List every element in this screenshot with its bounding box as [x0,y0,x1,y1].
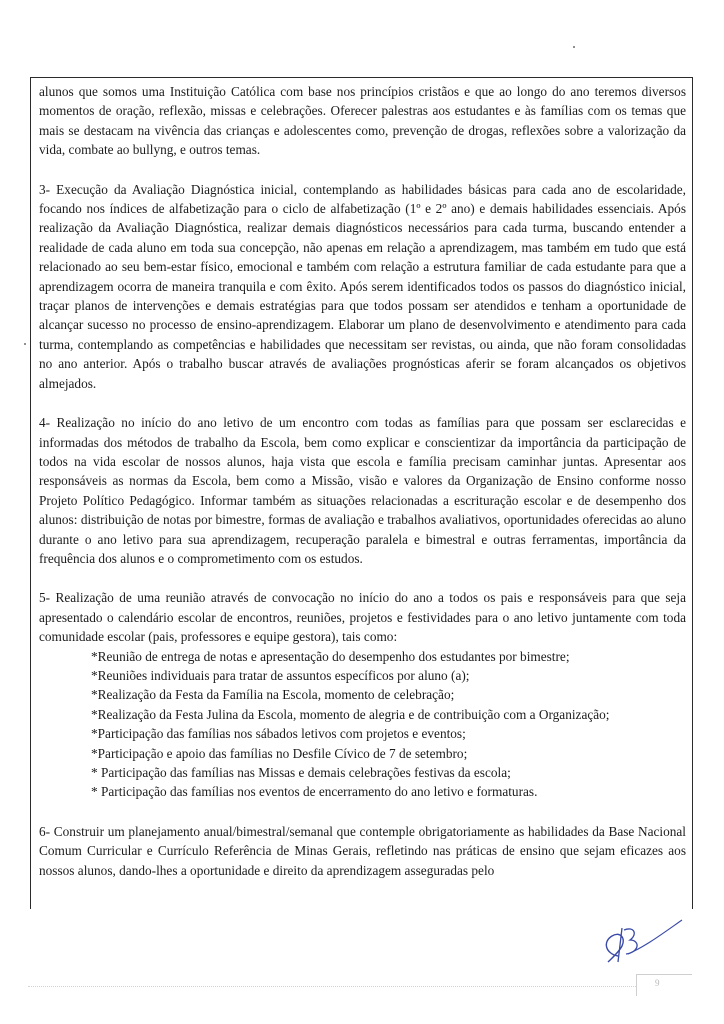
scan-speck [573,46,575,48]
list-item: *Realização da Festa Julina da Escola, momento de alegria e de contribuição com a Organização; [91,706,610,722]
page-number-box [636,974,692,996]
events-list [39,647,686,802]
scan-speck [24,343,26,345]
list-item: *Participação das famílias nos sábados letivos com projetos e eventos; [91,726,466,742]
list-item: *Participação e apoio das famílias no Desfile Cívico de 7 de setembro; [91,745,468,761]
list-item: *Reuniões individuais para tratar de assuntos específicos por aluno (a); [91,667,470,683]
paragraph-5-school-calendar: 5- Realização de uma reunião através de convocação no início do ano a todos os pais e responsáveis para que seja apresentado o calendário escolar de encontros, reuniões, projetos e festividades para o ano letivo juntamente com toda comunidade escolar (pais, professores e equipe gestora), tais como: [39,590,686,645]
paragraph-6-planning: 6- Construir um planejamento anual/bimestral/semanal que contemple obrigatoriamente as habilidades da Base Nacional Comum Curricular e Currículo Referência de Minas Gerais, refletindo nas práticas de ensino que sejam eficazes aos nossos alunos, dando-lhes a oportunidade e direito da aprendizagem asseguradas pelo [39,823,686,878]
list-item: * Participação das famílias nos eventos de encerramento do ano letivo e formaturas. [91,784,538,800]
list-item: * Participação das famílias nas Missas e demais celebrações festivas da escola; [91,765,511,780]
paragraph-4-family-meeting: 4- Realização no início do ano letivo de um encontro com todas as famílias para que possam ser esclarecidas e informadas dos métodos de trabalho da Escola, bem como explicar e conscientizar da importância da participação de todos na vida escolar de nossos alunos, haja vista que escola e família precisam caminhar juntas. Apresentar aos responsáveis as normas da Escola, bem como a Missão, visão e valores da Organização de Ensino conforme nosso Projeto Político Pedagógico. Informar também as situações relacionadas a escrituração escolar e de desempenho dos alunos: distribuição de notas por bimestre, formas de avaliação e trabalhos avaliativos, oportunidades oferecidas ao aluno durante o ano letivo para sua aprendizagem, recuperação paralela e bimestral e outras ferramentas, importância da frequência dos alunos e o comprometimento com os estudos. [39,415,686,566]
list-item: *Reunião de entrega de notas e apresentação do desempenho dos estudantes por bimestre; [91,648,570,664]
footer-divider [28,986,636,987]
paragraph-religious-activities: alunos que somos uma Instituição Católica com base nos princípios cristãos e que ao longo do ano teremos diversos momentos de oração, reflexão, missas e celebrações. Oferecer palestras aos estudantes e às famílias com os temas que mais se destacam na vivência das crianças e adolescentes como, prevenção de drogas, reflexões sobre a valorização da vida, combate ao bullyng, e outros temas. [39,84,686,158]
document-frame [30,77,693,909]
list-item: *Realização da Festa da Família na Escola, momento de celebração; [91,687,455,703]
paragraph-3-diagnostic-assessment: 3- Execução da Avaliação Diagnóstica inicial, contemplando as habilidades básicas para cada ano de escolaridade, focando nos índices de alfabetização para o ciclo de alfabetização (1º e 2º ano) e demais habilidades essenciais. Após realização da Avaliação Diagnóstica, realizar demais diagnósticos necessários para cada turma, buscando entender a realidade de cada aluno em toda sua concepção, não apenas em relação a aprendizagem, mas também em tudo que está relacionado ao seu bem-estar físico, emocional e também com relação a estrutura familiar de cada estudante para que a aprendizagem ocorra de maneira tranquila e com êxito. Após serem identificados todos os passos do diagnóstico inicial, traçar planos de intervenções e demais estratégias para que todos possam ser atendidos e tenham a oportunidade de alcançar sucesso no processo de ensino-aprendizagem. Elaborar um plano de desenvolvimento e atendimento para cada turma, contemplando as competências e habilidades que necessitam ser revistas, ou ainda, que não foram consolidadas no ano anterior. Após o trabalho buscar através de avaliações prognósticas aferir se foram alcançados os objetivos almejados. [39,181,686,391]
page-number: 9 [655,978,660,988]
handwritten-signature [588,916,684,968]
